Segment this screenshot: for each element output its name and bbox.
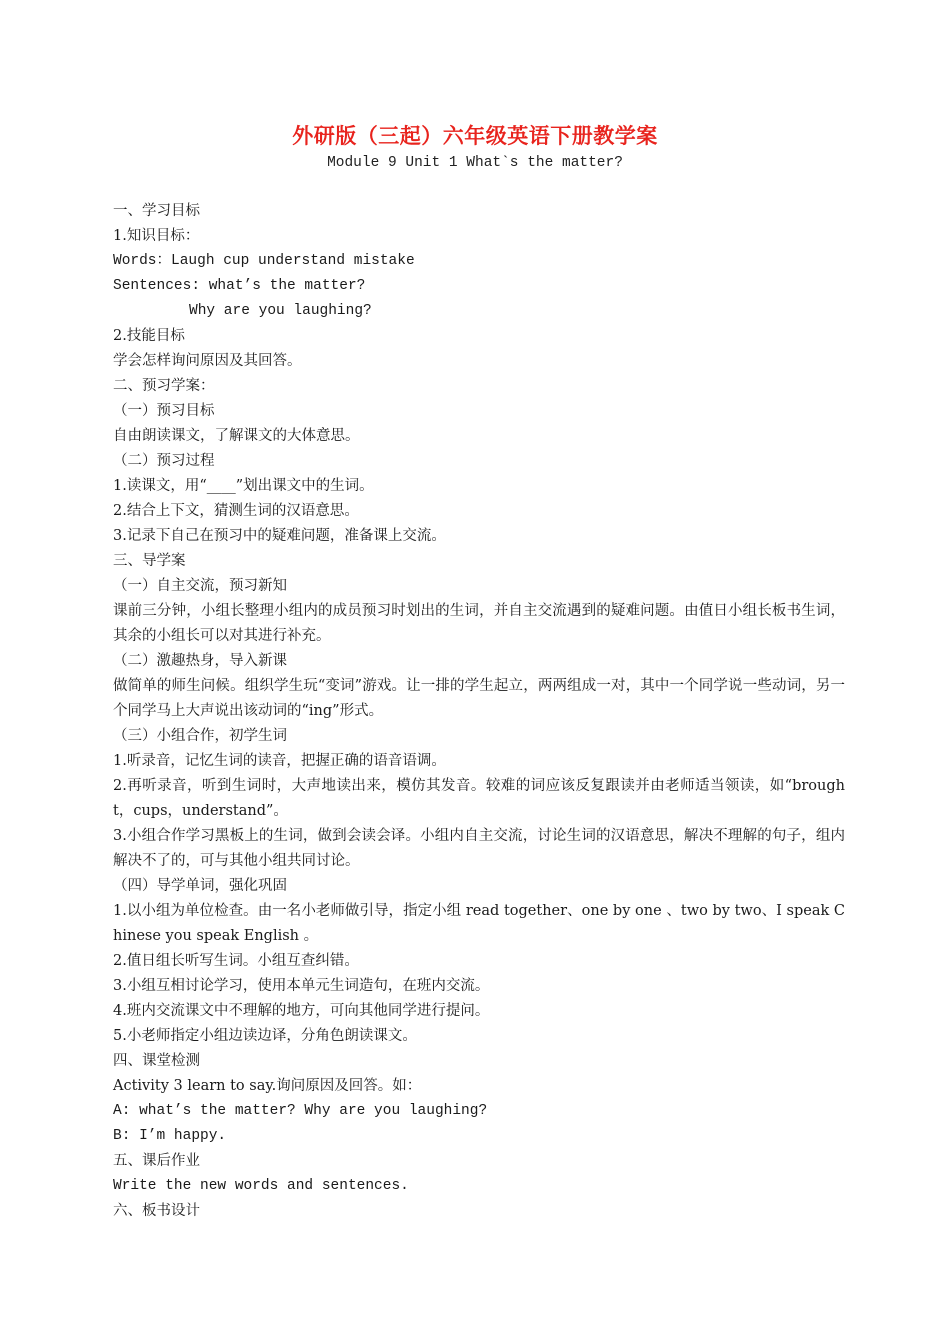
warm-up-text: 做简单的师生问候。组织学生玩“变词”游戏。让一排的学生起立，两两组成一对，其中一个同学说一些动词，另一个同学马上大声说出该动词的“ing”形式。 [113, 678, 845, 719]
subheading-preview-goal: （一）预习目标 [113, 403, 215, 419]
group-step-1: 1.听录音，记忆生词的读音，把握正确的语音语调。 [113, 753, 446, 769]
section-heading-preview: 二、预习学案： [113, 378, 215, 394]
document-body [113, 199, 845, 1224]
preview-goal-text: 自由朗读课文，了解课文的大体意思。 [113, 428, 360, 444]
subheading-warm-up: （二）激趣热身，导入新课 [113, 653, 287, 669]
guided-step-5: 5.小老师指定小组边读边译，分角色朗读课文。 [113, 1028, 417, 1044]
document-subtitle: Module 9 Unit 1 What`s the matter? [327, 155, 623, 171]
preview-step-2: 2.结合上下文，猜测生词的汉语意思。 [113, 503, 359, 519]
preview-step-1: 1.读课文，用“____”划出课文中的生词。 [113, 478, 374, 494]
subheading-guided-words: （四）导学单词，强化巩固 [113, 878, 287, 894]
section-heading-guided-study: 三、导学案 [113, 553, 186, 569]
document-title: 外研版（三起）六年级英语下册教学案 [292, 123, 658, 148]
preview-step-3: 3.记录下自己在预习中的疑难问题，准备课上交流。 [113, 528, 446, 544]
guided-step-4: 4.班内交流课文中不理解的地方，可向其他同学进行提问。 [113, 1003, 490, 1019]
subheading-preview-process: （二）预习过程 [113, 453, 215, 469]
section-heading-class-test: 四、课堂检测 [113, 1053, 200, 1069]
sentence-line-2: Why are you laughing? [189, 303, 372, 319]
guided-step-1: 1.以小组为单位检查。由一名小老师做引导，指定小组 read together、one by one 、two by two、I speak Chinese you speak English 。 [113, 903, 845, 944]
sentences-line: Sentences: what’s the matter? [113, 278, 366, 294]
section-heading-board-design: 六、板书设计 [113, 1203, 200, 1219]
subheading-skill-goal: 2.技能目标 [113, 328, 185, 344]
words-line: Words：Laugh cup understand mistake [113, 253, 415, 269]
activity-3-line: Activity 3 learn to say.询问原因及回答。如： [113, 1078, 422, 1094]
subheading-knowledge-goal: 1.知识目标： [113, 228, 200, 244]
subheading-group-cooperation: （三）小组合作，初学生词 [113, 728, 287, 744]
dialogue-line-a: A: what’s the matter? Why are you laughing? [113, 1103, 488, 1119]
group-step-3: 3.小组合作学习黑板上的生词，做到会读会译。小组内自主交流，讨论生词的汉语意思，解决不理解的句子，组内解决不了的，可与其他小组共同讨论。 [113, 828, 845, 869]
subheading-self-exchange: （一）自主交流，预习新知 [113, 578, 287, 594]
group-step-2: 2.再听录音，听到生词时，大声地读出来，模仿其发音。较难的词应该反复跟读并由老师适当领读，如“brought，cups，understand”。 [113, 778, 845, 819]
section-heading-objectives: 一、学习目标 [113, 203, 200, 219]
guided-step-3: 3.小组互相讨论学习，使用本单元生词造句，在班内交流。 [113, 978, 490, 994]
skill-goal-text: 学会怎样询问原因及其回答。 [113, 353, 302, 369]
dialogue-line-b: B: I’m happy. [113, 1128, 227, 1144]
guided-step-2: 2.值日组长听写生词。小组互查纠错。 [113, 953, 359, 969]
homework-text: Write the new words and sentences. [113, 1178, 409, 1194]
section-heading-homework: 五、课后作业 [113, 1153, 200, 1169]
self-exchange-text: 课前三分钟，小组长整理小组内的成员预习时划出的生词，并自主交流遇到的疑难问题。由值日小组长板书生词，其余的小组长可以对其进行补充。 [113, 603, 845, 644]
